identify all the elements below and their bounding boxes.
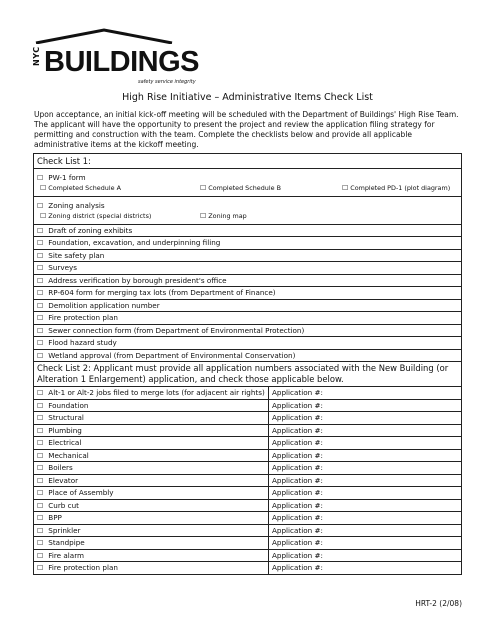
item-label: Flood hazard study: [48, 338, 117, 348]
application-number-field[interactable]: [269, 437, 462, 450]
item-label: Sewer connection form (from Department of Environmental Protection): [48, 325, 305, 335]
checkbox[interactable]: ☐: [40, 212, 47, 220]
item-label: Place of Assembly: [48, 488, 114, 498]
item-label: Fire protection plan: [48, 313, 118, 323]
application-number-field[interactable]: [269, 499, 462, 512]
logo-wordmark: BUILDINGS: [44, 46, 199, 78]
application-number-label: Application #:: [272, 500, 323, 510]
checkbox[interactable]: ☐: [37, 514, 44, 523]
item-label: Zoning analysis: [48, 201, 105, 210]
application-number-label: Application #:: [272, 513, 323, 523]
checklist-1-row: [34, 312, 462, 325]
item-label: Sprinkler: [48, 525, 81, 535]
application-number-field[interactable]: [269, 449, 462, 462]
application-number-field[interactable]: [269, 549, 462, 562]
checkbox[interactable]: ☐: [37, 551, 44, 560]
item-label: Curb cut: [48, 500, 79, 510]
item-label: Fire alarm: [48, 550, 85, 560]
application-number-field[interactable]: [269, 537, 462, 550]
nyc-buildings-logo: [32, 28, 199, 85]
checklist-2-row: [34, 424, 462, 437]
checklist-2-header: Check List 2: Applicant must provide all application numbers associated with the New Building (or Alteration 1 Enlargement) application, and check those applicable below.: [34, 362, 462, 387]
item-label: Foundation: [48, 400, 89, 410]
roof-icon: [34, 28, 174, 44]
checkbox[interactable]: ☐: [37, 464, 44, 473]
checklist-1-table: [33, 153, 462, 362]
application-number-field[interactable]: [269, 562, 462, 575]
checkbox[interactable]: ☐: [37, 326, 44, 335]
checkbox[interactable]: ☐: [37, 202, 44, 210]
sub-item-label: Completed Schedule B: [208, 184, 281, 192]
checkbox[interactable]: ☐: [37, 564, 44, 573]
application-number-label: Application #:: [272, 438, 323, 448]
checkbox[interactable]: ☐: [37, 251, 44, 260]
item-label: BPP: [48, 513, 62, 523]
checklist-1-row: [34, 249, 462, 262]
checklist-1-row: [34, 337, 462, 350]
checklist-2-row: [34, 437, 462, 450]
item-label: Alt-1 or Alt-2 jobs filed to merge lots (for adjacent air rights): [48, 388, 265, 398]
application-number-field[interactable]: [269, 524, 462, 537]
checkbox[interactable]: ☐: [37, 264, 44, 273]
checkbox[interactable]: ☐: [37, 239, 44, 248]
checkbox[interactable]: ☐: [37, 501, 44, 510]
checklist-2-row: [34, 412, 462, 425]
checkbox[interactable]: ☐: [37, 174, 44, 182]
item-label: Electrical: [48, 438, 82, 448]
application-number-field[interactable]: [269, 474, 462, 487]
checklist-1-row: [34, 287, 462, 300]
checkbox[interactable]: ☐: [37, 314, 44, 323]
sub-item-label: Zoning map: [208, 212, 247, 220]
checklist-2-table: [33, 361, 462, 575]
checkbox[interactable]: ☐: [200, 212, 207, 220]
checkbox[interactable]: ☐: [37, 476, 44, 485]
checklist-2-row: [34, 474, 462, 487]
item-label: PW-1 form: [48, 173, 86, 182]
checklist-2-row: [34, 399, 462, 412]
checkbox[interactable]: ☐: [37, 451, 44, 460]
checklist-2-row: [34, 487, 462, 500]
checklist-2-row: [34, 524, 462, 537]
item-label: Standpipe: [48, 538, 85, 548]
checklist-2-row: [34, 462, 462, 475]
item-label: Boilers: [48, 463, 73, 473]
item-label: Foundation, excavation, and underpinning filing: [48, 238, 221, 248]
checklist-2-row: [34, 549, 462, 562]
application-number-field[interactable]: [269, 399, 462, 412]
application-number-field[interactable]: [269, 424, 462, 437]
logo-tagline: safety service integrity: [138, 79, 196, 85]
checklist-2-row: [34, 449, 462, 462]
checklist-row-zoning: [34, 196, 462, 224]
application-number-label: Application #:: [272, 413, 323, 423]
checklist-1-row: [34, 349, 462, 362]
application-number-field[interactable]: [269, 512, 462, 525]
item-label: Plumbing: [48, 425, 82, 435]
application-number-label: Application #:: [272, 550, 323, 560]
logo-nyc: NYC: [32, 46, 41, 66]
checkbox[interactable]: ☐: [37, 439, 44, 448]
form-number: HRT-2 (2/08): [415, 599, 462, 608]
application-number-label: Application #:: [272, 475, 323, 485]
application-number-label: Application #:: [272, 425, 323, 435]
item-label: RP-604 form for merging tax lots (from Department of Finance): [48, 288, 276, 298]
checkbox[interactable]: ☐: [37, 526, 44, 535]
application-number-field[interactable]: [269, 462, 462, 475]
checkbox[interactable]: ☐: [200, 184, 207, 192]
checkbox[interactable]: ☐: [37, 339, 44, 348]
intro-paragraph: Upon acceptance, an initial kick-off meeting will be scheduled with the Department of Buildings' High Rise Team. The applicant will have the opportunity to present the project and review the application filing strategy for permitting and construction with the team. Complete the checklists below and provide all applicable administrative items at the kickoff meeting.: [34, 110, 459, 149]
checkbox[interactable]: ☐: [342, 184, 349, 192]
application-number-label: Application #:: [272, 563, 323, 573]
checklist-2-row: [34, 512, 462, 525]
checkbox[interactable]: ☐: [37, 301, 44, 310]
item-label: Wetland approval (from Department of Environmental Conservation): [48, 350, 296, 360]
item-label: Elevator: [48, 475, 79, 485]
checkbox[interactable]: ☐: [37, 351, 44, 360]
checkbox[interactable]: ☐: [37, 289, 44, 298]
item-label: Site safety plan: [48, 250, 105, 260]
checklist-1-row: [34, 237, 462, 250]
checkbox[interactable]: ☐: [37, 401, 44, 410]
application-number-label: Application #:: [272, 400, 323, 410]
application-number-label: Application #:: [272, 450, 323, 460]
application-number-label: Application #:: [272, 388, 323, 398]
item-label: Draft of zoning exhibits: [48, 225, 133, 235]
application-number-label: Application #:: [272, 538, 323, 548]
sub-item-label: Completed PD-1 (plot diagram): [350, 184, 451, 192]
sub-item-label: Zoning district (special districts): [48, 212, 152, 220]
page-title: High Rise Initiative – Administrative Items Check List: [122, 92, 373, 103]
checklist-row-pw1: [34, 168, 462, 196]
item-label: Surveys: [48, 263, 78, 273]
checkbox[interactable]: ☐: [37, 276, 44, 285]
application-number-label: Application #:: [272, 463, 323, 473]
application-number-label: Application #:: [272, 525, 323, 535]
checkbox[interactable]: ☐: [37, 414, 44, 423]
application-number-field[interactable]: [269, 487, 462, 500]
checkbox[interactable]: ☐: [37, 389, 44, 398]
checkbox[interactable]: ☐: [37, 539, 44, 548]
checklist-1-row: [34, 224, 462, 237]
item-label: Demolition application number: [48, 300, 160, 310]
application-number-field[interactable]: [269, 387, 462, 400]
item-label: Structural: [48, 413, 84, 423]
checkbox[interactable]: ☐: [40, 184, 47, 192]
checklist-1-header: Check List 1:: [34, 154, 462, 169]
checklist-2-row: [34, 499, 462, 512]
checkbox[interactable]: ☐: [37, 226, 44, 235]
checklist-2-row: [34, 387, 462, 400]
checklist-2-row: [34, 537, 462, 550]
checklist-1-row: [34, 274, 462, 287]
checkbox[interactable]: ☐: [37, 489, 44, 498]
application-number-label: Application #:: [272, 488, 323, 498]
sub-item-label: Completed Schedule A: [48, 184, 121, 192]
item-label: Address verification by borough president's office: [48, 275, 227, 285]
checklist-1-row: [34, 262, 462, 275]
application-number-field[interactable]: [269, 412, 462, 425]
item-label: Fire protection plan: [48, 563, 118, 573]
checklist-1-row: [34, 299, 462, 312]
checklist-1-row: [34, 324, 462, 337]
item-label: Mechanical: [48, 450, 89, 460]
checklist-2-row: [34, 562, 462, 575]
checkbox[interactable]: ☐: [37, 426, 44, 435]
